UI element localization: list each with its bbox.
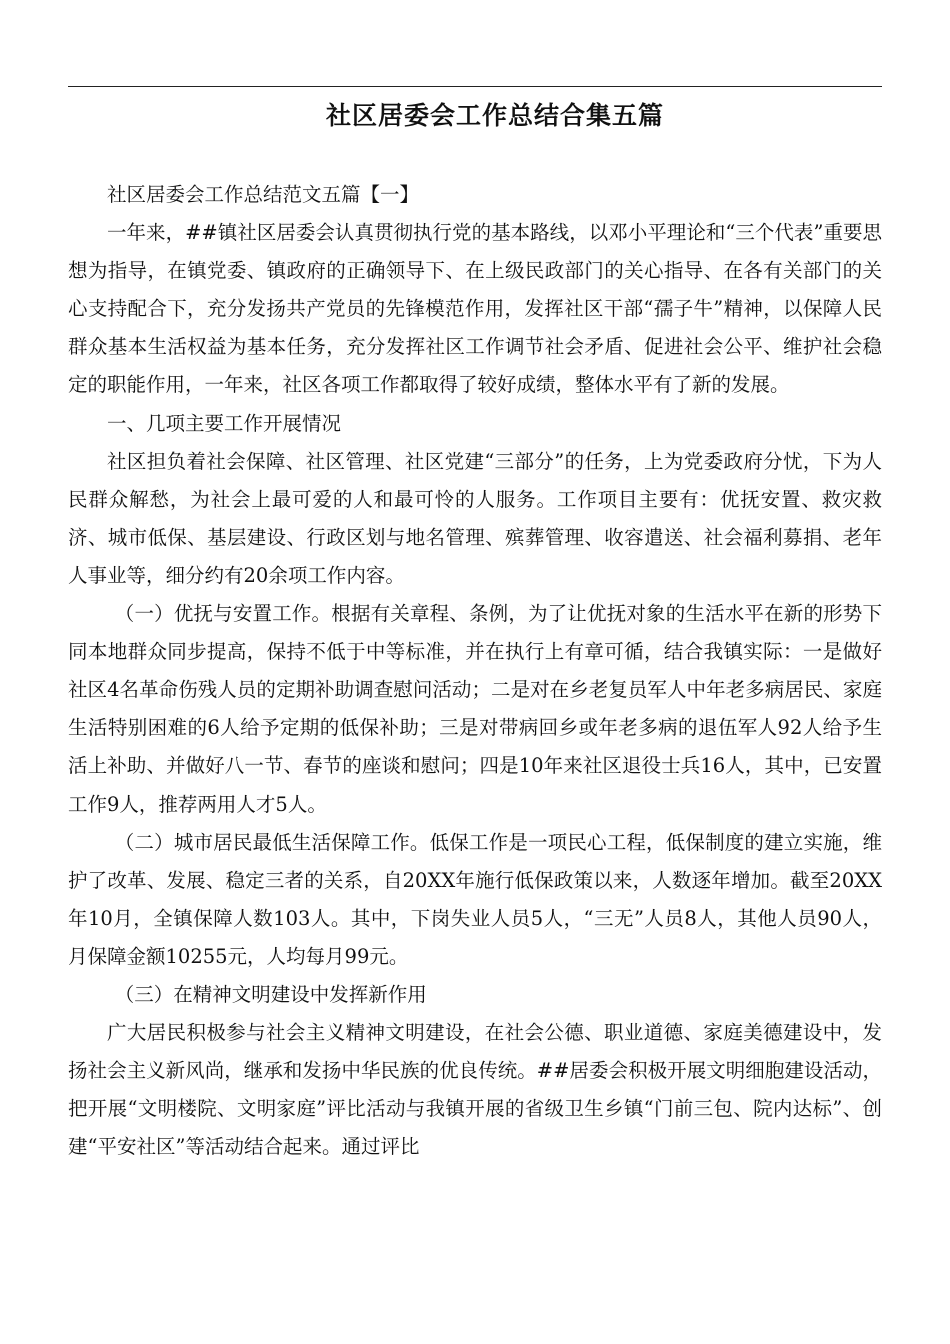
- body-paragraph: 广大居民积极参与社会主义精神文明建设，在社会公德、职业道德、家庭美德建设中，发扬社会主义新风尚，继承和发扬中华民族的优良传统。##居委会积极开展文明细胞建设活动，把开展“文明楼院、文明家庭”评比活动与我镇开展的省级卫生乡镇“门前三包、院内达标”、创建“平安社区”等活动结合起来。通过评比: [68, 1021, 882, 1159]
- document-body: [68, 176, 882, 1166]
- body-paragraph: 一年来，##镇社区居委会认真贯彻执行党的基本路线，以邓小平理论和“三个代表”重要思想为指导，在镇党委、镇政府的正确领导下、在上级民政部门的关心指导、在各有关部门的关心支持配合下，充分发扬共产党员的先锋模范作用，发挥社区干部“孺子牛”精神，以保障人民群众基本生活权益为基本任务，充分发挥社区工作调节社会矛盾、促进社会公平、维护社会稳定的职能作用，一年来，社区各项工作都取得了较好成绩，整体水平有了新的发展。: [68, 221, 882, 397]
- section-heading: （三）在精神文明建设中发挥新作用: [114, 982, 427, 1006]
- document-title: 社区居委会工作总结合集五篇: [325, 101, 664, 130]
- section-heading: 一、几项主要工作开展情况: [107, 411, 342, 435]
- body-paragraph: （一）优抚与安置工作。根据有关章程、条例，为了让优抚对象的生活水平在新的形势下同本地群众同步提高，保持不低于中等标准，并在执行上有章可循，结合我镇实际：一是做好社区4名革命伤残人员的定期补助调查慰问活动；二是对在乡老复员军人中年老多病居民、家庭生活特别困难的6人给予定期的低保补助；三是对带病回乡或年老多病的退伍军人92人给予生活上补助、并做好八一节、春节的座谈和慰问；四是10年来社区退役士兵16人，其中，已安置工作9人，推荐两用人才5人。: [68, 602, 882, 816]
- body-paragraph: （二）城市居民最低生活保障工作。低保工作是一项民心工程，低保制度的建立实施，维护了改革、发展、稳定三者的关系，自20XX年施行低保政策以来，人数逐年增加。截至20XX年10月，全镇保障人数103人。其中，下岗失业人员5人，“三无”人员8人，其他人员90人，月保障金额10255元，人均每月99元。: [68, 830, 882, 968]
- header-rule: [68, 86, 882, 87]
- section-heading: 社区居委会工作总结范文五篇【一】: [107, 183, 420, 206]
- body-paragraph: 社区担负着社会保障、社区管理、社区党建“三部分”的任务，上为党委政府分忧，下为人民群众解愁，为社会上最可爱的人和最可怜的人服务。工作项目主要有：优抚安置、救灾救济、城市低保、基层建设、行政区划与地名管理、殡葬管理、收容遣送、社会福利募捐、老年人事业等，细分约有20余项工作内容。: [68, 449, 882, 587]
